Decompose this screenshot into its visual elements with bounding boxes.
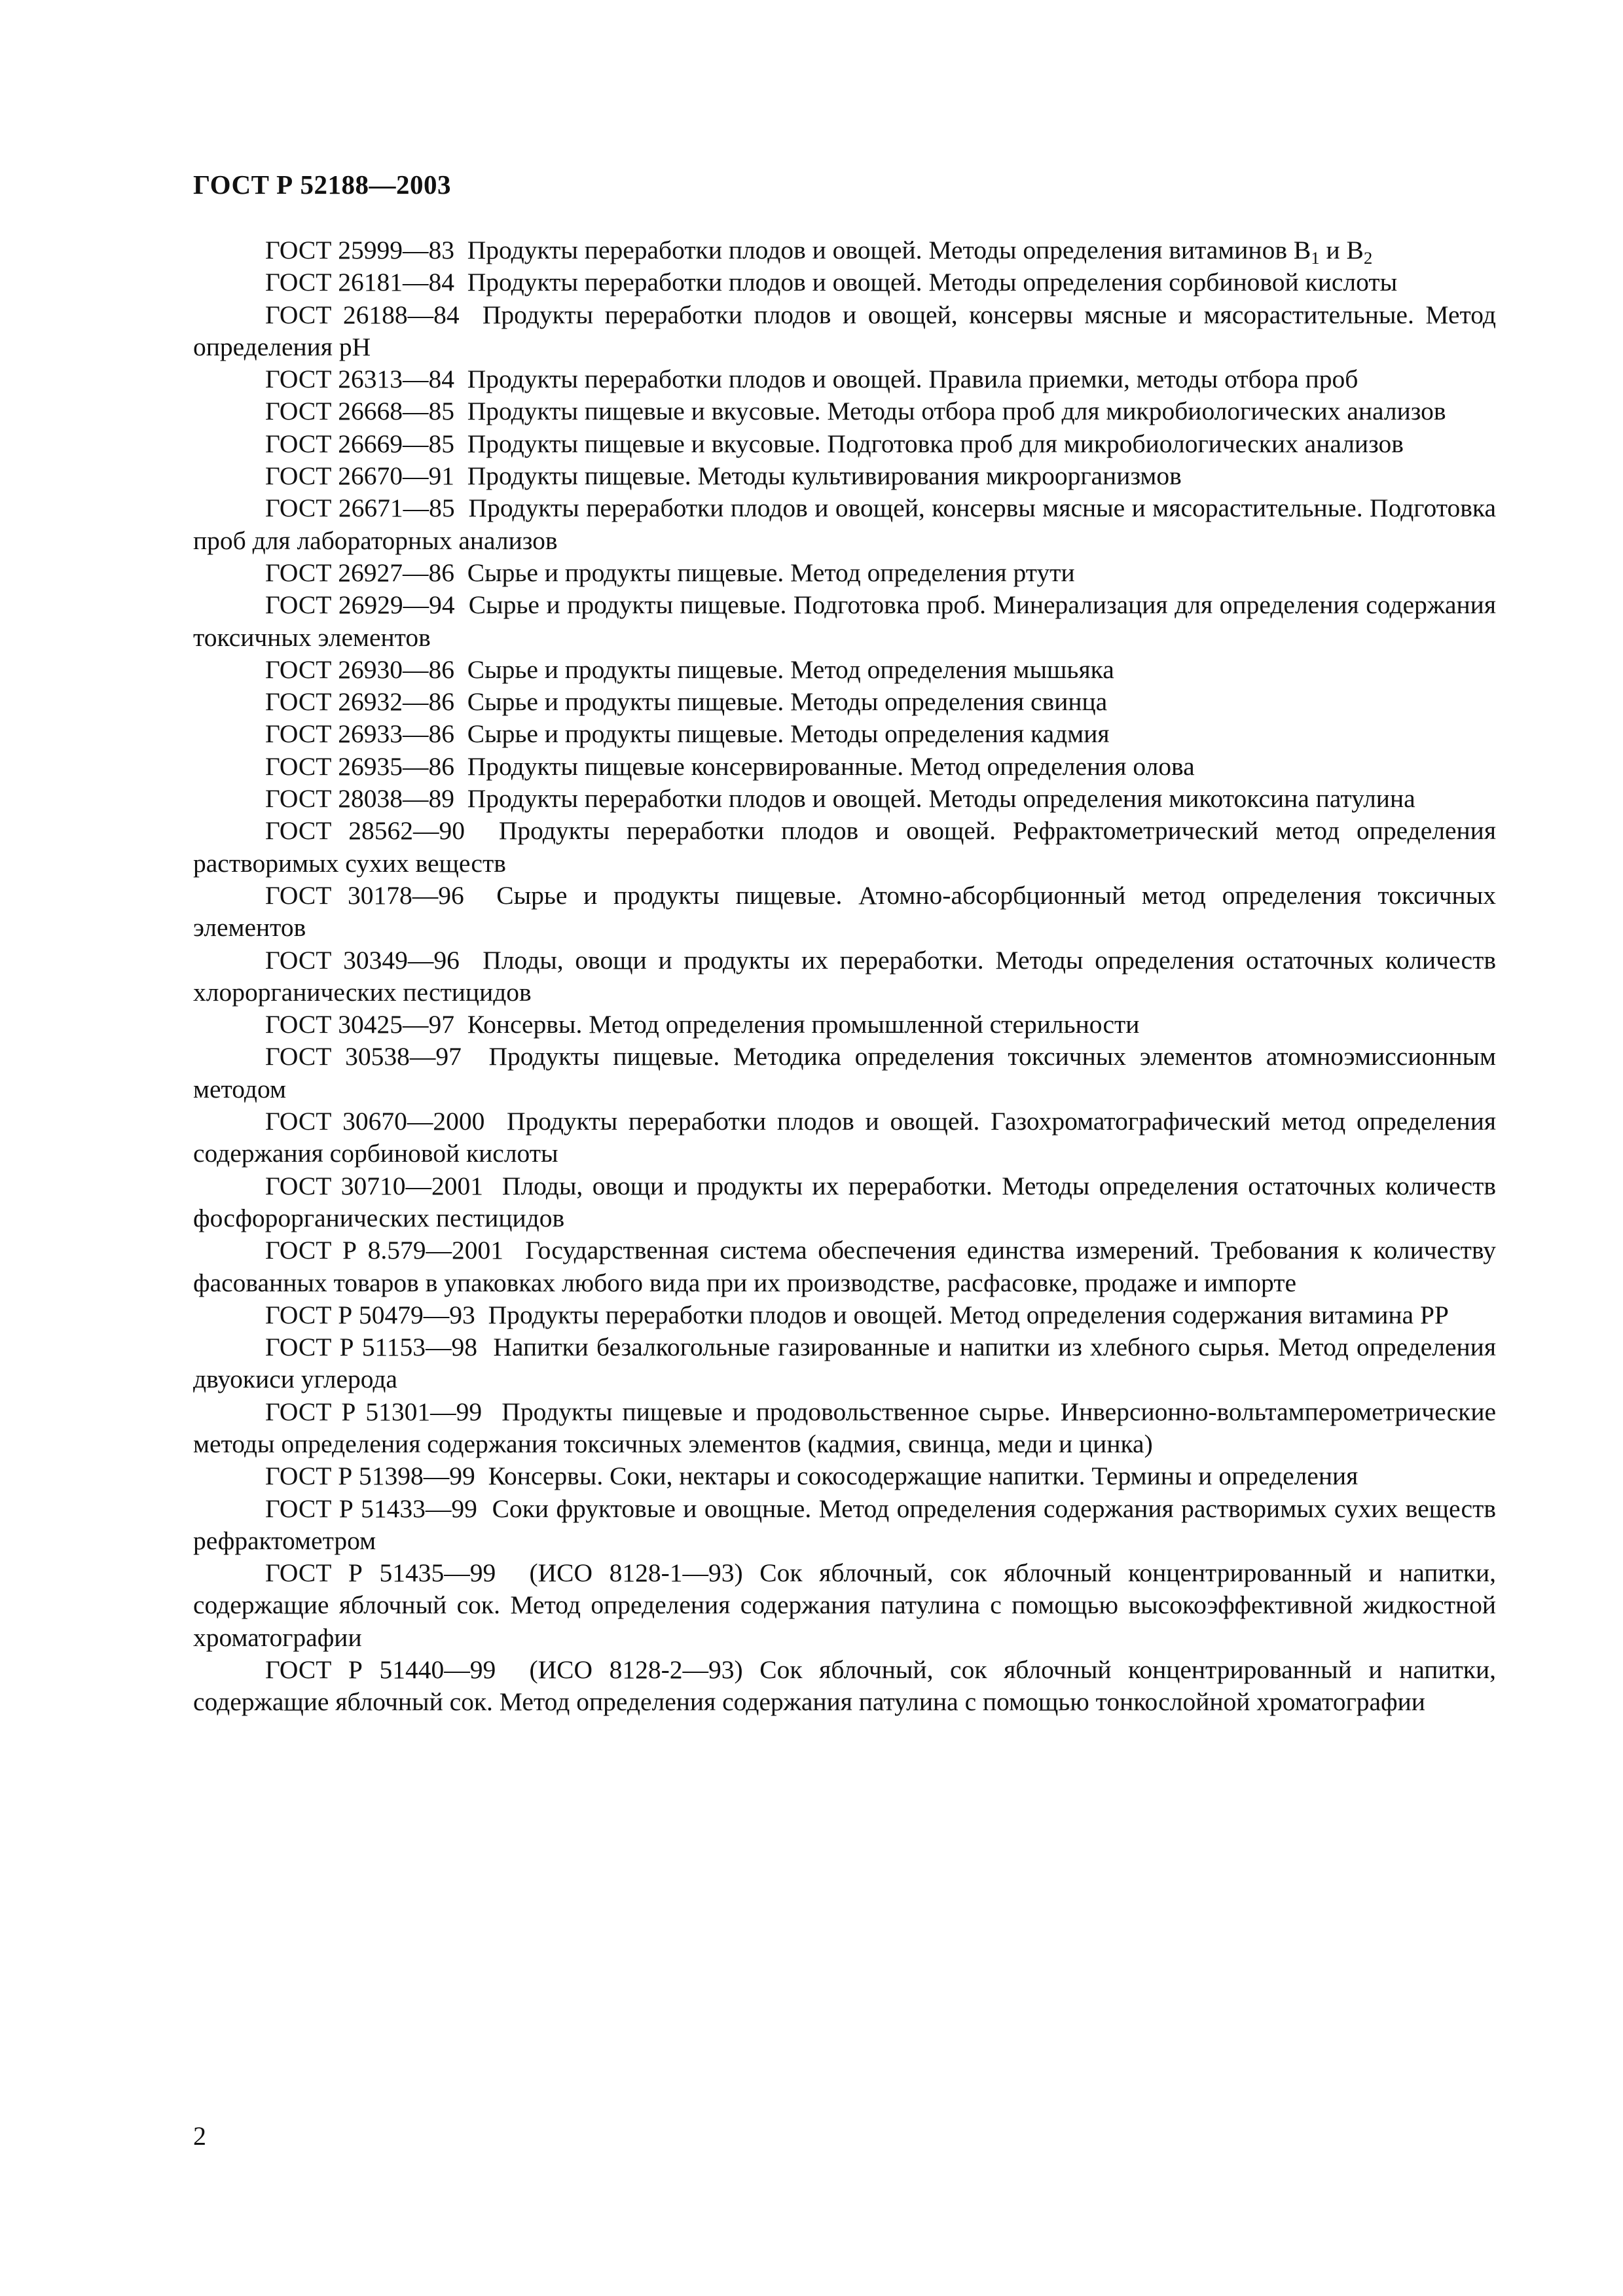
reference-code: ГОСТ 26927—86 <box>265 558 454 587</box>
reference-code: ГОСТ 26933—86 <box>265 719 454 749</box>
subscript: 1 <box>1311 248 1320 268</box>
reference-title: (ИСО 8128-2—93) Сок яблочный, сок яблочный концентрированный и напитки, содержащие яблочный сок. Метод определения содержания патулина с помощью тонкослойной хроматографии <box>193 1655 1496 1717</box>
document-header: ГОСТ Р 52188—2003 <box>193 170 451 200</box>
reference-item <box>193 460 1496 492</box>
reference-item <box>193 944 1496 1009</box>
reference-title: Консервы. Соки, нектары и сокосодержащие напитки. Термины и определения <box>488 1462 1359 1491</box>
reference-title: Сырье и продукты пищевые. Метод определения ртути <box>467 558 1075 587</box>
reference-item <box>193 751 1496 783</box>
reference-title: Продукты пищевые и вкусовые. Методы отбора проб для микробиологических анализов <box>467 397 1446 426</box>
reference-item <box>193 1396 1496 1461</box>
reference-code: ГОСТ Р 51435—99 <box>265 1558 496 1588</box>
reference-item <box>193 880 1496 944</box>
reference-code: ГОСТ 26670—91 <box>265 461 454 491</box>
reference-code: ГОСТ 26930—86 <box>265 655 454 684</box>
reference-title: Сырье и продукты пищевые. Методы определения кадмия <box>467 719 1110 749</box>
subscript: 2 <box>1363 248 1373 268</box>
reference-title: Продукты переработки плодов и овощей, консервы мясные и мясорастительные. Метод определения pH <box>193 300 1496 361</box>
reference-title: Продукты переработки плодов и овощей. Рефрактометрический метод определения растворимых сухих веществ <box>193 816 1496 878</box>
reference-code: ГОСТ 26313—84 <box>265 365 454 394</box>
reference-title: Плоды, овощи и продукты их переработки. Методы определения остаточных количеств хлорорганических пестицидов <box>193 945 1497 1007</box>
reference-code: ГОСТ 25999—83 <box>265 236 454 264</box>
reference-code: ГОСТ 26932—86 <box>265 687 454 717</box>
reference-code: ГОСТ 30425—97 <box>265 1010 454 1039</box>
reference-item <box>193 1105 1496 1170</box>
reference-title: Продукты переработки плодов и овощей. Методы определения витаминов B <box>467 236 1311 264</box>
reference-item <box>193 1299 1496 1331</box>
page-number: 2 <box>193 2121 206 2151</box>
reference-code: ГОСТ Р 51440—99 <box>265 1655 496 1685</box>
reference-title-cont: и B <box>1319 236 1364 264</box>
reference-item <box>193 1460 1496 1492</box>
reference-title: Консервы. Метод определения промышленной стерильности <box>467 1010 1140 1039</box>
reference-title: Продукты переработки плодов и овощей. Газохроматографический метод определения содержания сорбиновой кислоты <box>193 1107 1496 1168</box>
reference-title: Сырье и продукты пищевые. Атомно-абсорбционный метод определения токсичных элементов <box>193 880 1496 942</box>
reference-item <box>193 266 1496 298</box>
reference-code: ГОСТ 26668—85 <box>265 397 454 426</box>
reference-item <box>193 1493 1496 1558</box>
reference-item <box>193 299 1496 364</box>
reference-code: ГОСТ Р 51301—99 <box>265 1397 483 1426</box>
reference-code: ГОСТ 30178—96 <box>265 880 464 910</box>
reference-item <box>193 428 1496 460</box>
reference-item <box>193 1234 1496 1299</box>
reference-item <box>193 234 1496 266</box>
reference-title: Плоды, овощи и продукты их переработки. Методы определения остаточных количеств фосфорорганических пестицидов <box>193 1171 1497 1232</box>
reference-code: ГОСТ 30538—97 <box>265 1042 462 1071</box>
reference-item <box>193 557 1496 589</box>
reference-item <box>193 686 1496 718</box>
reference-item <box>193 395 1496 427</box>
reference-title: Продукты переработки плодов и овощей. Методы определения микотоксина патулина <box>467 784 1415 814</box>
reference-code: ГОСТ Р 51433—99 <box>265 1494 477 1523</box>
reference-item <box>193 1170 1496 1235</box>
reference-item <box>193 815 1496 880</box>
reference-item <box>193 589 1496 654</box>
reference-title: Напитки безалкогольные газированные и напитки из хлебного сырья. Метод определения двуокиси углерода <box>193 1333 1496 1394</box>
reference-title: Продукты переработки плодов и овощей. Метод определения содержания витамина PP <box>488 1300 1449 1329</box>
reference-title: (ИСО 8128-1—93) Сок яблочный, сок яблочный концентрированный и напитки, содержащие яблочный сок. Метод определения содержания патулина с помощью высокоэффективной жидкостной хроматографии <box>193 1558 1496 1652</box>
reference-code: ГОСТ 26929—94 <box>265 590 455 620</box>
reference-title: Продукты пищевые консервированные. Метод определения олова <box>467 751 1195 781</box>
reference-item <box>193 654 1496 686</box>
reference-item <box>193 1557 1496 1654</box>
reference-title: Продукты пищевые. Методика определения токсичных элементов атомноэмиссионным методом <box>193 1042 1497 1103</box>
reference-title: Продукты переработки плодов и овощей, консервы мясные и мясорастительные. Подготовка проб для лабораторных анализов <box>193 493 1496 555</box>
reference-code: ГОСТ 26671—85 <box>265 493 455 523</box>
reference-code: ГОСТ 30349—96 <box>265 945 460 975</box>
reference-title: Сырье и продукты пищевые. Методы определения свинца <box>467 687 1108 717</box>
reference-code: ГОСТ 30710—2001 <box>265 1171 484 1200</box>
reference-title: Продукты переработки плодов и овощей. Методы определения сорбиновой кислоты <box>467 268 1398 297</box>
reference-item <box>193 1009 1496 1041</box>
reference-code: ГОСТ Р 51398—99 <box>265 1462 475 1491</box>
reference-title: Продукты пищевые и вкусовые. Подготовка проб для микробиологических анализов <box>467 429 1404 458</box>
normative-references-list <box>193 234 1496 1719</box>
reference-item <box>193 783 1496 815</box>
reference-title: Продукты переработки плодов и овощей. Правила приемки, методы отбора проб <box>467 365 1359 394</box>
reference-code: ГОСТ Р 51153—98 <box>265 1333 477 1362</box>
reference-item <box>193 718 1496 750</box>
reference-code: ГОСТ Р 50479—93 <box>265 1300 475 1329</box>
reference-title: Сырье и продукты пищевые. Метод определения мышьяка <box>467 655 1114 684</box>
reference-item <box>193 1041 1496 1105</box>
reference-code: ГОСТ 26188—84 <box>265 300 460 329</box>
reference-code: ГОСТ 26935—86 <box>265 751 454 781</box>
reference-code: ГОСТ Р 8.579—2001 <box>265 1236 503 1265</box>
reference-title: Сырье и продукты пищевые. Подготовка проб. Минерализация для определения содержания токсичных элементов <box>193 590 1496 652</box>
reference-item <box>193 363 1496 395</box>
reference-code: ГОСТ 28562—90 <box>265 816 465 846</box>
reference-code: ГОСТ 26181—84 <box>265 268 454 297</box>
reference-item <box>193 492 1496 557</box>
reference-title: Государственная система обеспечения единства измерений. Требования к количеству фасованных товаров в упаковках любого вида при их производстве, расфасовке, продаже и импорте <box>193 1236 1496 1297</box>
reference-code: ГОСТ 28038—89 <box>265 784 454 814</box>
reference-title: Продукты пищевые и продовольственное сырье. Инверсионно-вольтамперометрические методы определения содержания токсичных элементов (кадмия, свинца, меди и цинка) <box>193 1397 1497 1458</box>
reference-code: ГОСТ 30670—2000 <box>265 1107 485 1136</box>
reference-code: ГОСТ 26669—85 <box>265 429 454 458</box>
reference-title: Продукты пищевые. Методы культивирования микроорганизмов <box>467 461 1182 491</box>
reference-item <box>193 1654 1496 1719</box>
reference-title: Соки фруктовые и овощные. Метод определения содержания растворимых сухих веществ рефрактометром <box>193 1494 1496 1555</box>
reference-item <box>193 1331 1496 1396</box>
